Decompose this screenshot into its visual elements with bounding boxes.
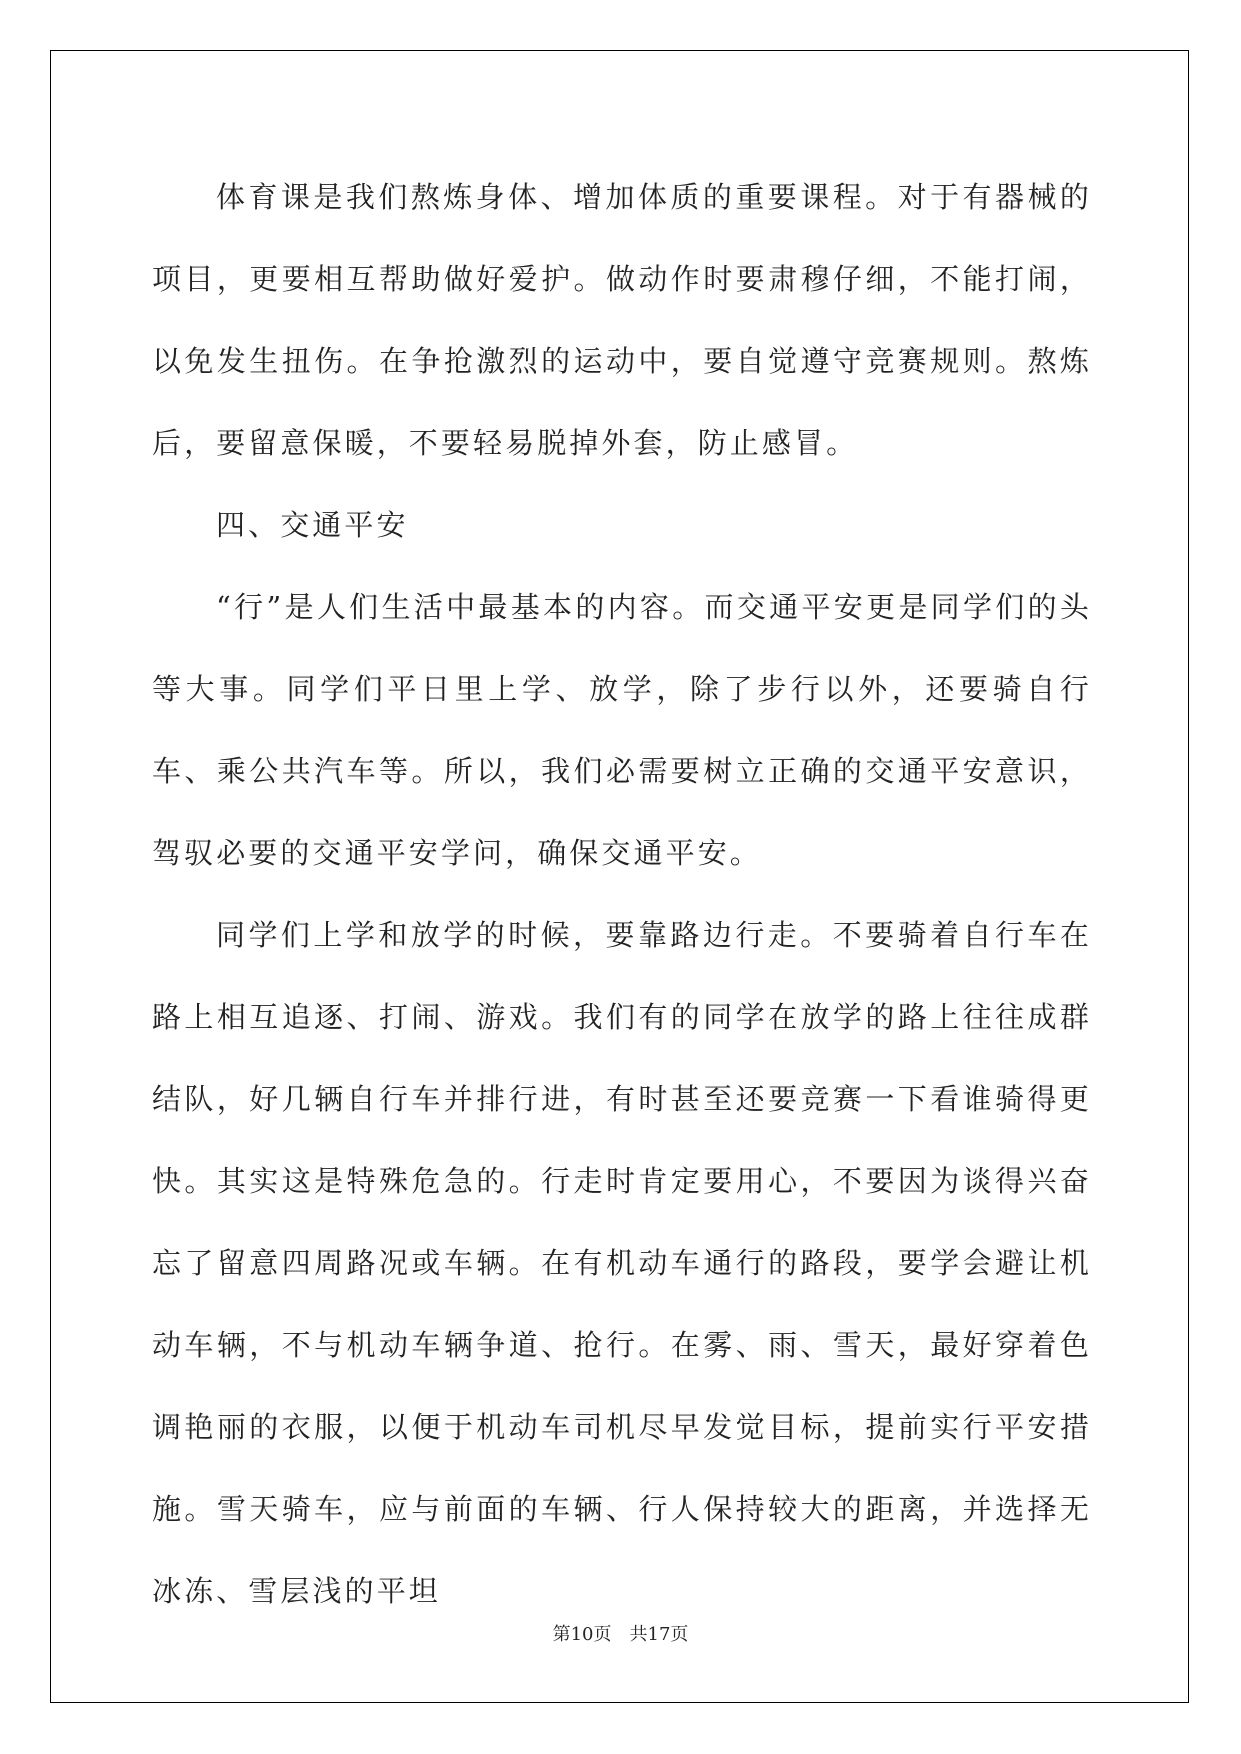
paragraph-traffic-rules: 同学们上学和放学的时候，要靠路边行走。不要骑着自行车在路上相互追逐、打闹、游戏。我们有的同学在放学的路上往往成群结队，好几辆自行车并排行进，有时甚至还要竞赛一下看谁骑得更快。其实这是特殊危急的。行走时肯定要用心，不要因为谈得兴奋忘了留意四周路况或车辆。在有机动车通行的路段，要学会避让机动车辆，不与机动车辆争道、抢行。在雾、雨、雪天，最好穿着色调艳丽的衣服，以便于机动车司机尽早发觉目标，提前实行平安措施。雪天骑车，应与前面的车辆、行人保持较大的距离，并选择无冰冻、雪层浅的平坦 [152,918,1092,1608]
page-number-footer: 第10页 共17页 [552,1624,689,1645]
section-heading-traffic-safety: 四、交通平安 [216,508,409,542]
document-body [152,156,1092,1632]
paragraph-traffic-intro: “行”是人们生活中最基本的内容。而交通平安更是同学们的头等大事。同学们平日里上学、放学，除了步行以外，还要骑自行车、乘公共汽车等。所以，我们必需要树立正确的交通平安意识，驾驭必要的交通平安学问，确保交通平安。 [152,590,1092,870]
paragraph-pe-class: 体育课是我们熬炼身体、增加体质的重要课程。对于有器械的项目，更要相互帮助做好爱护。做动作时要肃穆仔细，不能打闹，以免发生扭伤。在争抢激烈的运动中，要自觉遵守竞赛规则。熬炼后，要留意保暖，不要轻易脱掉外套，防止感冒。 [152,180,1092,460]
